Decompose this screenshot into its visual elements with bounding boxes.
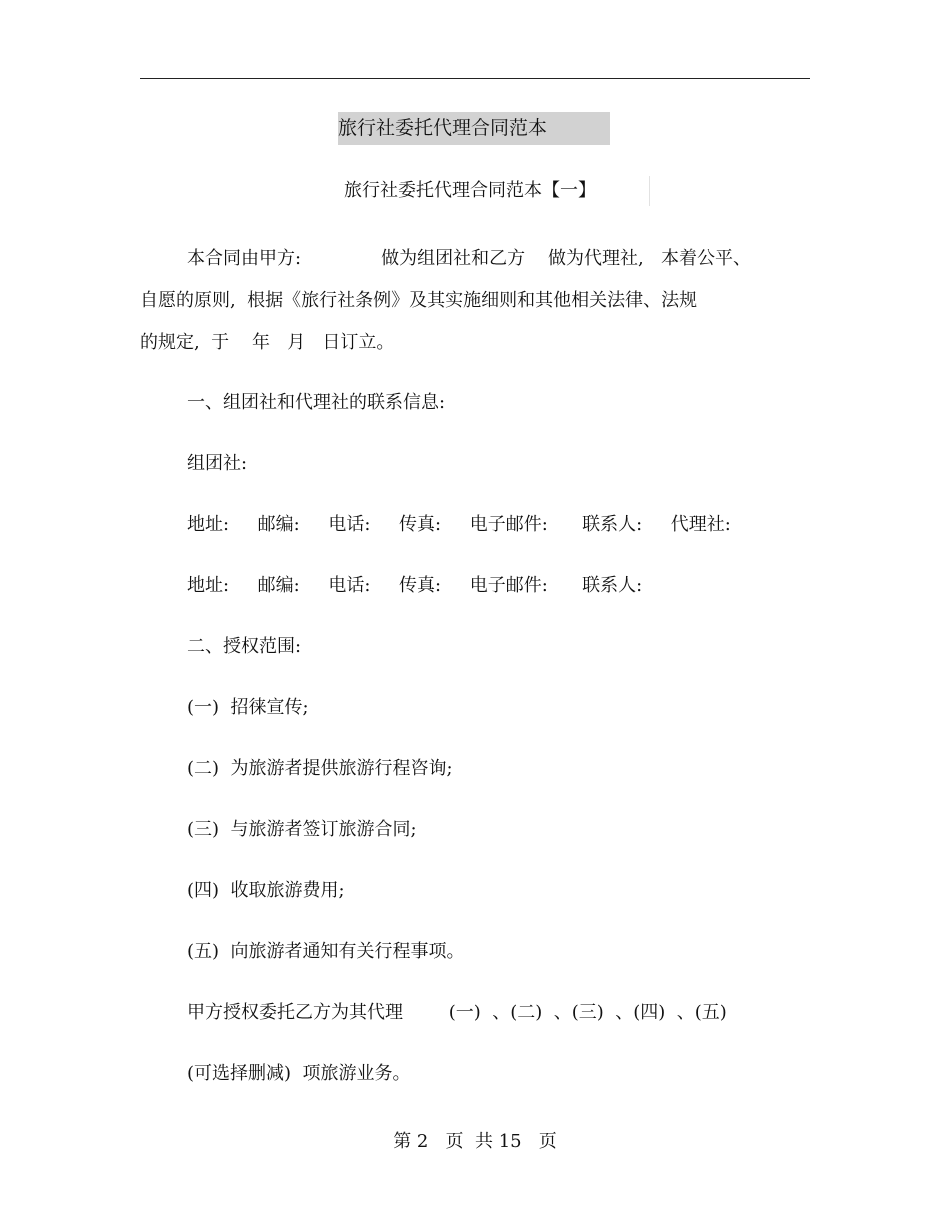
scope-item-5: (五) 向旅游者通知有关行程事项。: [187, 941, 465, 962]
scope-item-1: (一) 招徕宣传;: [187, 697, 309, 718]
section2-heading: 二、授权范围:: [187, 636, 302, 657]
subtitle-box: [344, 176, 650, 206]
intro-line-2: 自愿的原则, 根据《旅行社条例》及其实施细则和其他相关法律、法规: [140, 290, 698, 311]
contact-fields-line-2: 地址: 邮编: 电话: 传真: 电子邮件: 联系人:: [187, 575, 643, 596]
intro-line-3: 的规定, 于 年 月 日订立。: [140, 332, 395, 353]
header-rule: [140, 78, 810, 79]
authorization-line-1: 甲方授权委托乙方为其代理 (一) 、(二) 、(三) 、(四) 、(五): [187, 1002, 727, 1023]
authorization-line-2: (可选择删减) 项旅游业务。: [187, 1063, 411, 1084]
document-title: 旅行社委托代理合同范本: [338, 112, 610, 145]
document-subtitle: 旅行社委托代理合同范本【一】: [344, 180, 596, 201]
intro-line-1: 本合同由甲方: 做为组团社和乙方 做为代理社, 本着公平、: [187, 248, 751, 269]
section1-heading: 一、组团社和代理社的联系信息:: [187, 392, 446, 413]
org-label: 组团社:: [187, 453, 248, 474]
scope-item-2: (二) 为旅游者提供旅游行程咨询;: [187, 758, 453, 779]
contact-fields-line-1: 地址: 邮编: 电话: 传真: 电子邮件: 联系人: 代理社:: [187, 514, 731, 535]
scope-item-3: (三) 与旅游者签订旅游合同;: [187, 819, 417, 840]
page-number-footer: 第 2 页 共 15 页: [393, 1131, 557, 1152]
scope-item-4: (四) 收取旅游费用;: [187, 880, 345, 901]
